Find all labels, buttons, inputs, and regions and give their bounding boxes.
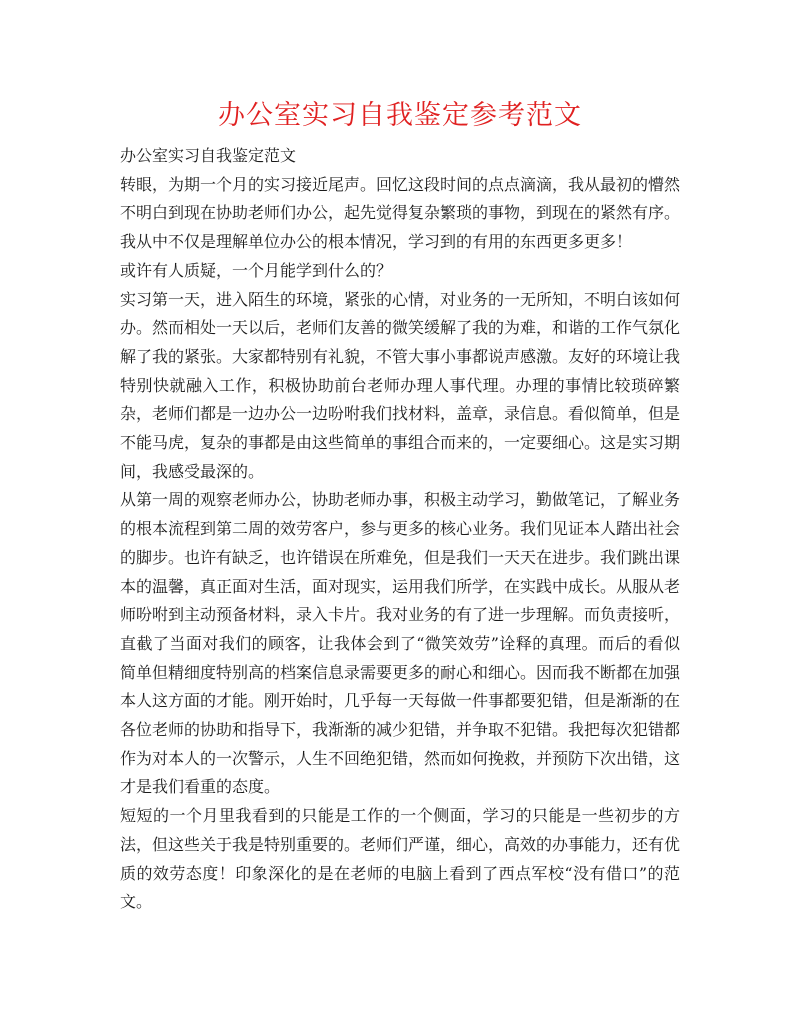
paragraph-intro: 转眼，为期一个月的实习接近尾声。回忆这段时间的点点滴滴，我从最初的懵然不明白到现在协助老师们办公，起先觉得复杂繁琐的事物，到现在的紧然有序。我从中不仅是理解单位办公的根本情况，学习到的有用的东西更多更多！ [120,174,681,252]
document-body [120,142,680,917]
paragraph-question: 或许有人质疑，一个月能学到什么的？ [120,260,393,280]
paragraph-summary: 短短的一个月里我看到的只能是工作的一个侧面，学习的只能是一些初步的方法，但这些关于我是特别重要的。老师们严谨，细心，高效的办事能力，还有优质的效劳态度！印象深化的是在老师的电脑上看到了西点军校“没有借口”的范文。 [120,806,681,912]
document-title: 办公室实习自我鉴定参考范文 [218,100,582,131]
paragraph-first-week: 从第一周的观察老师办公，协助老师办事，积极主动学习，勤做笔记，了解业务的根本流程到第二周的效劳客户，参与更多的核心业务。我们见证本人踏出社会的脚步。也许有缺乏，也许错误在所难免，但是我们一天天在进步。我们跳出课本的温馨，真正面对生活，面对现实，运用我们所学，在实践中成长。从服从老师吩咐到主动预备材料，录入卡片。我对业务的有了进一步理解。而负责接听，直截了当面对我们的顾客，让我体会到了“微笑效劳”诠释的真理。而后的看似简单但精细度特别高的档案信息录需要更多的耐心和细心。因而我不断都在加强本人这方面的才能。刚开始时，几乎每一天每做一件事都要犯错，但是渐渐的在各位老师的协助和指导下，我渐渐的减少犯错，并争取不犯错。我把每次犯错都作为对本人的一次警示，人生不回绝犯错，然而如何挽救，并预防下次出错，这才是我们看重的态度。 [120,490,681,797]
paragraph-subtitle: 办公室实习自我鉴定范文 [120,146,297,165]
paragraph-first-day: 实习第一天，进入陌生的环境，紧张的心情，对业务的一无所知，不明白该如何办。然而相处一天以后，老师们友善的微笑缓解了我的为难，和谐的工作气氛化解了我的紧张。大家都特别有礼貌，不管大事小事都说声感激。友好的环境让我特别快就融入工作，积极协助前台老师办理人事代理。办理的事情比较琐碎繁杂，老师们都是一边办公一边吩咐我们找材料，盖章，录信息。看似简单，但是不能马虎，复杂的事都是由这些简单的事组合而来的，一定要细心。这是实习期间，我感受最深的。 [120,289,681,481]
